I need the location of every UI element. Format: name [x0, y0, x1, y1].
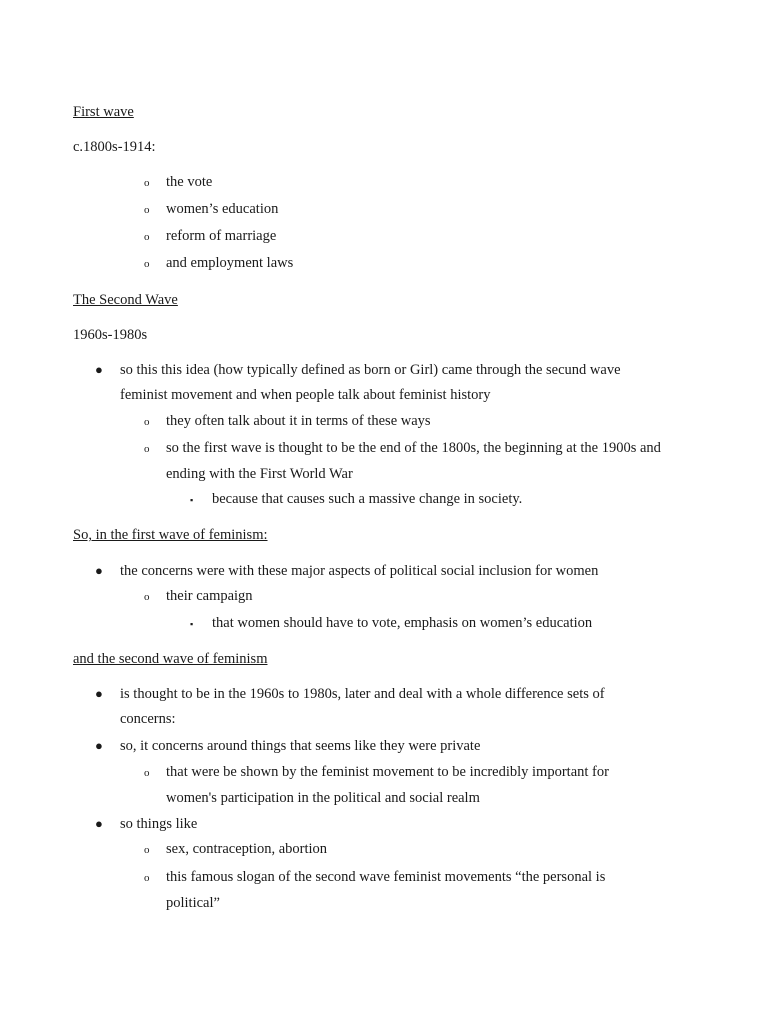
- list-item: is thought to be in the 1960s to 1980s, later and deal with a whole difference sets of: [120, 686, 605, 702]
- list-item: so things like: [120, 816, 198, 832]
- list-item: so, it concerns around things that seems like they were private: [120, 738, 481, 754]
- first-wave-dates: c.1800s-1914:: [73, 139, 156, 155]
- disc-bullet: ●: [95, 686, 103, 701]
- list-item: their campaign: [166, 588, 253, 604]
- list-item: and employment laws: [166, 255, 294, 271]
- circle-bullet: o: [144, 844, 150, 856]
- circle-bullet: o: [144, 872, 150, 884]
- list-item-continuation: political”: [166, 895, 220, 911]
- list-item: reform of marriage: [166, 228, 277, 244]
- list-item: they often talk about it in terms of these ways: [166, 413, 431, 429]
- list-item: that women should have to vote, emphasis on women’s education: [212, 615, 593, 631]
- list-item: this famous slogan of the second wave feminist movements “the personal is: [166, 869, 606, 885]
- disc-bullet: ●: [95, 816, 103, 831]
- list-item: so the first wave is thought to be the end of the 1800s, the beginning at the 1900s and: [166, 440, 661, 456]
- list-item: that were be shown by the feminist movement to be incredibly important for: [166, 764, 609, 780]
- circle-bullet: o: [144, 591, 150, 603]
- circle-bullet: o: [144, 177, 150, 189]
- list-item: the concerns were with these major aspects of political social inclusion for women: [120, 563, 599, 579]
- square-bullet: ▪: [190, 619, 194, 629]
- heading-first-wave-feminism: So, in the first wave of feminism:: [73, 527, 268, 543]
- disc-bullet: ●: [95, 738, 103, 753]
- circle-bullet: o: [144, 416, 150, 428]
- square-bullet: ▪: [190, 495, 194, 505]
- list-item: the vote: [166, 174, 213, 190]
- heading-first-wave: First wave: [73, 104, 134, 120]
- circle-bullet: o: [144, 443, 150, 455]
- heading-second-wave-feminism: and the second wave of feminism: [73, 651, 268, 667]
- list-item: sex, contraception, abortion: [166, 841, 328, 857]
- disc-bullet: ●: [95, 563, 103, 578]
- second-wave-dates: 1960s-1980s: [73, 327, 148, 343]
- list-item: so this this idea (how typically defined as born or Girl) came through the secund wave: [120, 362, 621, 378]
- circle-bullet: o: [144, 767, 150, 779]
- list-item: women’s education: [166, 201, 279, 217]
- list-item-continuation: concerns:: [120, 711, 176, 727]
- heading-second-wave: The Second Wave: [73, 292, 178, 308]
- circle-bullet: o: [144, 258, 150, 270]
- list-item-continuation: women's participation in the political and social realm: [166, 790, 480, 806]
- list-item: because that causes such a massive change in society.: [212, 491, 523, 507]
- disc-bullet: ●: [95, 362, 103, 377]
- circle-bullet: o: [144, 204, 150, 216]
- list-item-continuation: ending with the First World War: [166, 466, 353, 482]
- list-item-continuation: feminist movement and when people talk about feminist history: [120, 387, 491, 403]
- circle-bullet: o: [144, 231, 150, 243]
